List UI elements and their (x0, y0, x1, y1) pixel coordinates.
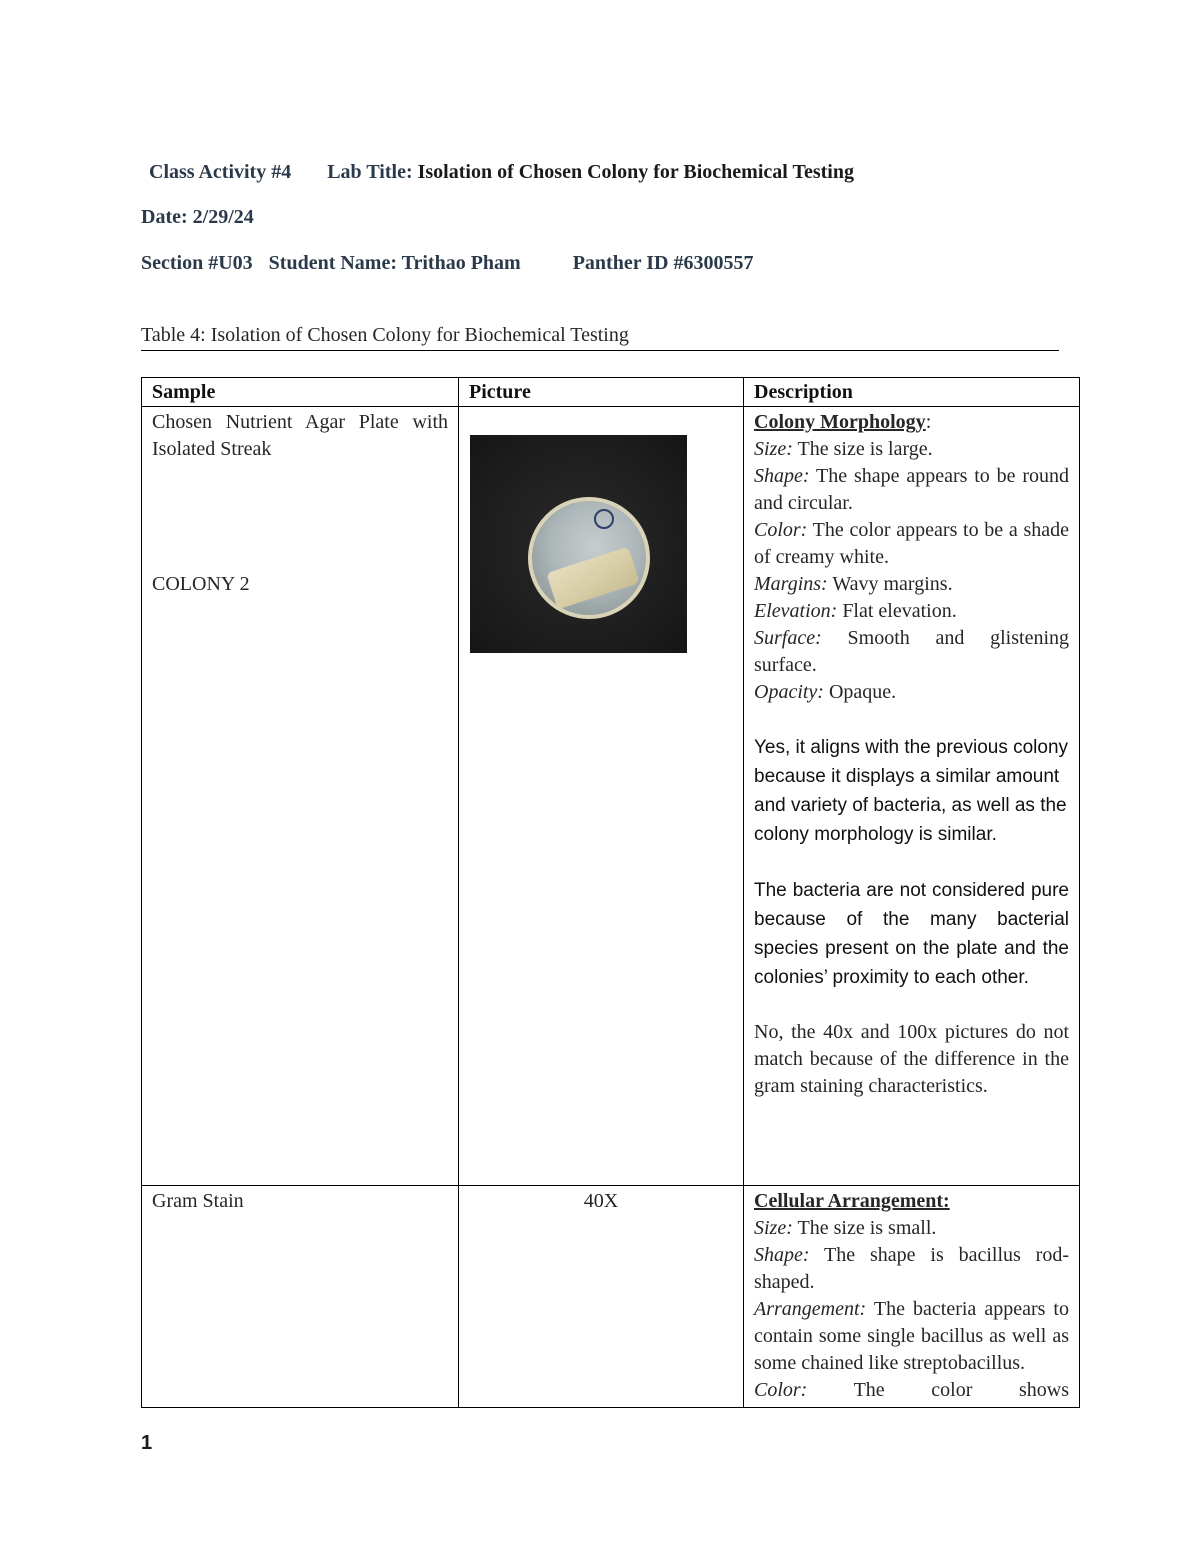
date-line: Date: 2/29/24 (141, 206, 254, 228)
activity-label: Class Activity #4 (149, 161, 292, 183)
table-row (142, 1186, 1080, 1408)
table-row (142, 407, 1080, 1186)
morph-elevation: Elevation: Flat elevation. (754, 600, 957, 622)
cell-arrangement: Arrangement: The bacteria appears to contain some single bacillus as well as some chained like streptobacillus. (754, 1298, 1069, 1374)
header-sample: Sample (142, 378, 459, 407)
lab-title: Isolation of Chosen Colony for Biochemical Testing (417, 161, 854, 183)
picture-cell: 40X (459, 1186, 744, 1408)
purity-paragraph: The bacteria are not considered pure because of the many bacterial species present on the plate and the colonies’ proximity to each other. (754, 880, 1069, 988)
cell-shape: Shape: The shape is bacillus rod-shaped. (754, 1244, 1069, 1293)
alignment-paragraph: Yes, it aligns with the previous colony because it displays a similar amount and variety of bacteria, as well as the colony morphology is similar. (754, 737, 1069, 845)
morph-margins: Margins: Wavy margins. (754, 573, 953, 595)
colony-label: COLONY 2 (152, 573, 250, 595)
header-line-student (141, 252, 753, 275)
morphology-title: Colony Morphology: (754, 411, 932, 433)
morph-surface: Surface: Smooth and glistening surface. (754, 627, 1069, 676)
header-picture: Picture (459, 378, 744, 407)
picture-cell (459, 407, 744, 1186)
morph-shape: Shape: The shape appears to be round and circular. (754, 465, 1069, 514)
plate-marking (594, 509, 614, 529)
sample-cell: Gram Stain (142, 1186, 459, 1408)
morph-opacity: Opacity: Opaque. (754, 681, 897, 703)
pictures-paragraph: No, the 40x and 100x pictures do not match because of the difference in the gram staining characteristics. (754, 1021, 1069, 1097)
sample-name: Chosen Nutrient Agar Plate with Isolated Streak (152, 411, 448, 460)
header-description: Description (744, 378, 1080, 407)
colony-streak (546, 547, 640, 610)
sample-cell (142, 407, 459, 1186)
agar-plate-photo (470, 435, 687, 653)
morph-size: Size: The size is large. (754, 438, 933, 460)
petri-dish (528, 497, 650, 619)
table-header-row (142, 378, 1080, 407)
results-table (141, 377, 1080, 1408)
header-line-activity (149, 161, 854, 184)
morph-color: Color: The color appears to be a shade of creamy white. (754, 519, 1069, 568)
section-number: Section #U03 (141, 252, 253, 274)
page-number: 1 (141, 1432, 153, 1454)
description-cell (744, 1186, 1080, 1408)
arrangement-title: Cellular Arrangement: (754, 1190, 950, 1212)
table-caption: Table 4: Isolation of Chosen Colony for Biochemical Testing (141, 324, 1059, 351)
panther-id: Panther ID #6300557 (572, 252, 754, 274)
description-cell (744, 407, 1080, 1186)
student-name: Student Name: Trithao Pham (268, 252, 521, 274)
lab-title-label: Lab Title: (327, 161, 413, 183)
cell-color: Color: The color shows (754, 1379, 1069, 1401)
cell-size: Size: The size is small. (754, 1217, 937, 1239)
